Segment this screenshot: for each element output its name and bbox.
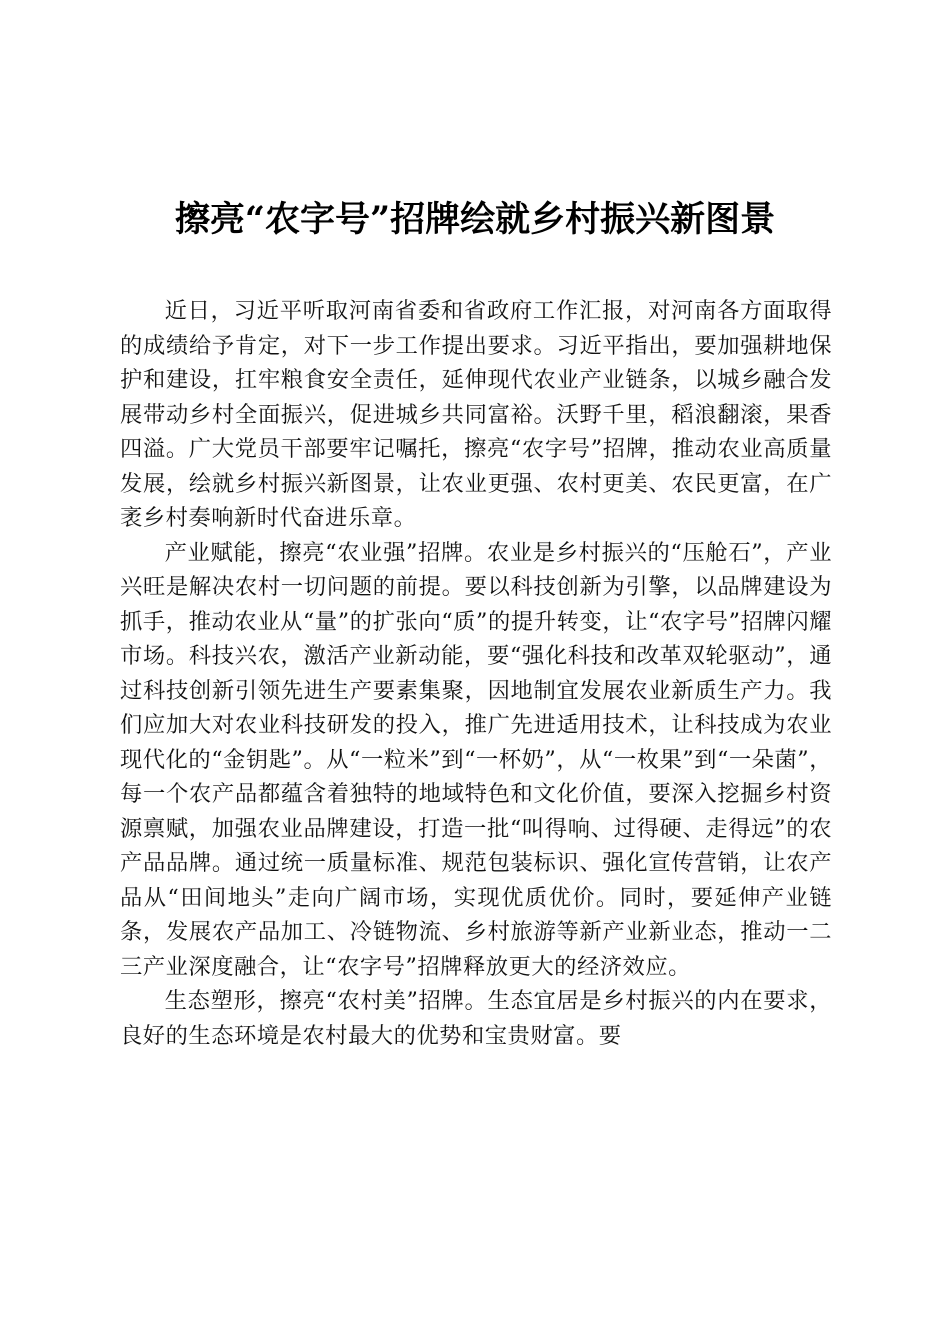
paragraph-industry: 产业赋能，擦亮“农业强”招牌。农业是乡村振兴的“压舱石”，产业兴旺是解决农村一切问题的前提。要以科技创新为引擎，以品牌建设为抓手，推动农业从“量”的扩张向“质”的提升转变，让“农字号”招牌闪耀市场。科技兴农，激活产业新动能，要“强化科技和改革双轮驱动”，通过科技创新引领先进生产要素集聚，因地制宜发展农业新质生产力。我们应加大对农业科技研发的投入，推广先进适用技术，让科技成为农业现代化的“金钥匙”。从“一粒米”到“一杯奶”，从“一枚果”到“一朵菌”，每一个农产品都蕴含着独特的地域特色和文化价值，要深入挖掘乡村资源禀赋，加强农业品牌建设，打造一批“叫得响、过得硬、走得远”的农产品品牌。通过统一质量标准、规范包装标识、强化宣传营销，让农产品从“田间地头”走向广阔市场，实现优质优价。同时，要延伸产业链条，发展农产品加工、冷链物流、乡村旅游等新产业新业态，推动一二三产业深度融合，让“农字号”招牌释放更大的经济效应。 bbox=[120, 539, 832, 980]
paragraph-ecology: 生态塑形，擦亮“农村美”招牌。生态宜居是乡村振兴的内在要求，良好的生态环境是农村最大的优势和宝贵财富。要 bbox=[120, 988, 832, 1049]
document-title: 擦亮“农字号”招牌绘就乡村振兴新图景 bbox=[174, 199, 776, 240]
document-body bbox=[120, 294, 832, 1053]
paragraph-intro: 近日，习近平听取河南省委和省政府工作汇报，对河南各方面取得的成绩给予肯定，对下一步工作提出要求。习近平指出，要加强耕地保护和建设，扛牢粮食安全责任，延伸现代农业产业链条，以城乡融合发展带动乡村全面振兴，促进城乡共同富裕。沃野千里，稻浪翻滚，果香四溢。广大党员干部要牢记嘱托，擦亮“农字号”招牌，推动农业高质量发展，绘就乡村振兴新图景，让农业更强、农村更美、农民更富，在广袤乡村奏响新时代奋进乐章。 bbox=[120, 298, 832, 531]
